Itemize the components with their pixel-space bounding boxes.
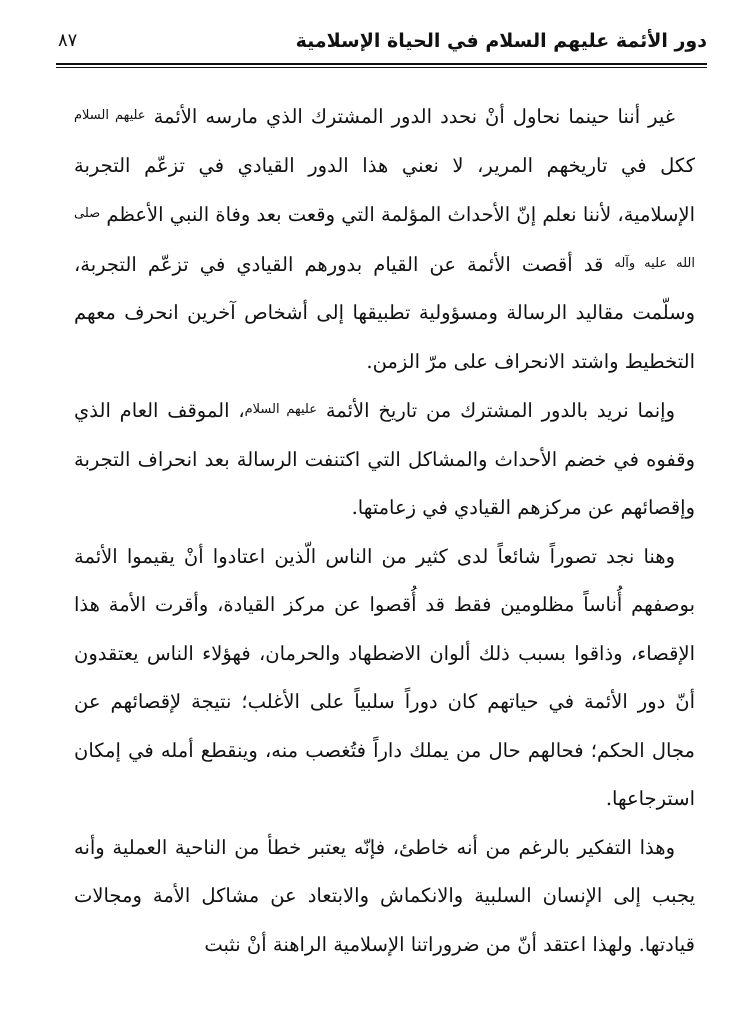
header-rule [56, 63, 707, 65]
paragraph-2-part-1: وإنما نريد بالدور المشترك من تاريخ الأئمة [317, 399, 675, 422]
imams-salutation-glyph: عليهم السلام [74, 108, 146, 123]
body-text [74, 92, 695, 969]
paragraph-2-part-2: ، الموقف العام الذي وقفوه في خضم الأحداث والمشاكل التي اكتنفت الرسالة بعد انحراف التجربة وإقصائهم عن مركزهم القيادي في زعامتها. [74, 399, 695, 519]
prophet-salutation-glyph: صلى الله عليه وآله [74, 206, 695, 271]
imams-salutation-glyph-2: عليهم السلام [244, 402, 317, 417]
paragraph-4: وهذا التفكير بالرغم من أنه خاطئ، فإنّه يعتبر خطأ من الناحية العملية وأنه يجبب إلى الإنسان السلبية والانكماش والابتعاد عن مشاكل الأمة ومجالات قيادتها. ولهذا اعتقد أنّ من ضروراتنا الإسلامية الراهنة أنْ نثبت [74, 835, 695, 956]
page-number: ٨٧ [58, 30, 78, 51]
paragraph-2 [74, 386, 695, 533]
paragraph-1 [74, 92, 695, 386]
header-rule-thin [56, 67, 707, 68]
running-header-title: دور الأئمة عليهم السلام في الحياة الإسلامية [295, 30, 707, 52]
running-header [58, 28, 707, 62]
paragraph-1-part-3: قد أقصت الأئمة عن القيام بدورهم القيادي في تزعّم التجربة، وسلّمت مقاليد الرسالة ومسؤولية تطبيقها إلى أشخاص آخرين انحرف معهم التخطيط واشتد الانحراف على مرّ الزمن. [74, 252, 695, 373]
paragraph-3: وهنا نجد تصوراً شائعاً لدى كثير من الناس الّذين اعتادوا أنْ يقيموا الأئمة بوصفهم أُناساً مظلومين فقط قد أُقصوا عن مركز القيادة، وأقرت الأمة هذا الإقصاء، وذاقوا بسبب ذلك ألوان الاضطهاد والحرمان، فهؤلاء الناس يعتقدون أنّ دور الأئمة في حياتهم كان دوراً سلبياً على الأغلب؛ نتيجة لإقصائهم عن مجال الحكم؛ فحالهم حال من يملك داراً فتُغصب منه، وينقطع أمله في إمكان استرجاعها. [74, 544, 695, 810]
paragraph-1-part-2: ككل في تاريخهم المرير، لا نعني هذا الدور القيادي في تزعّم التجربة الإسلامية، لأننا نعلم إنّ الأحداث المؤلمة التي وقعت بعد وفاة النبي الأعظم [74, 153, 695, 226]
paragraph-1-part-1: غير أننا حينما نحاول أنْ نحدد الدور المشترك الذي مارسه الأئمة [145, 105, 675, 128]
